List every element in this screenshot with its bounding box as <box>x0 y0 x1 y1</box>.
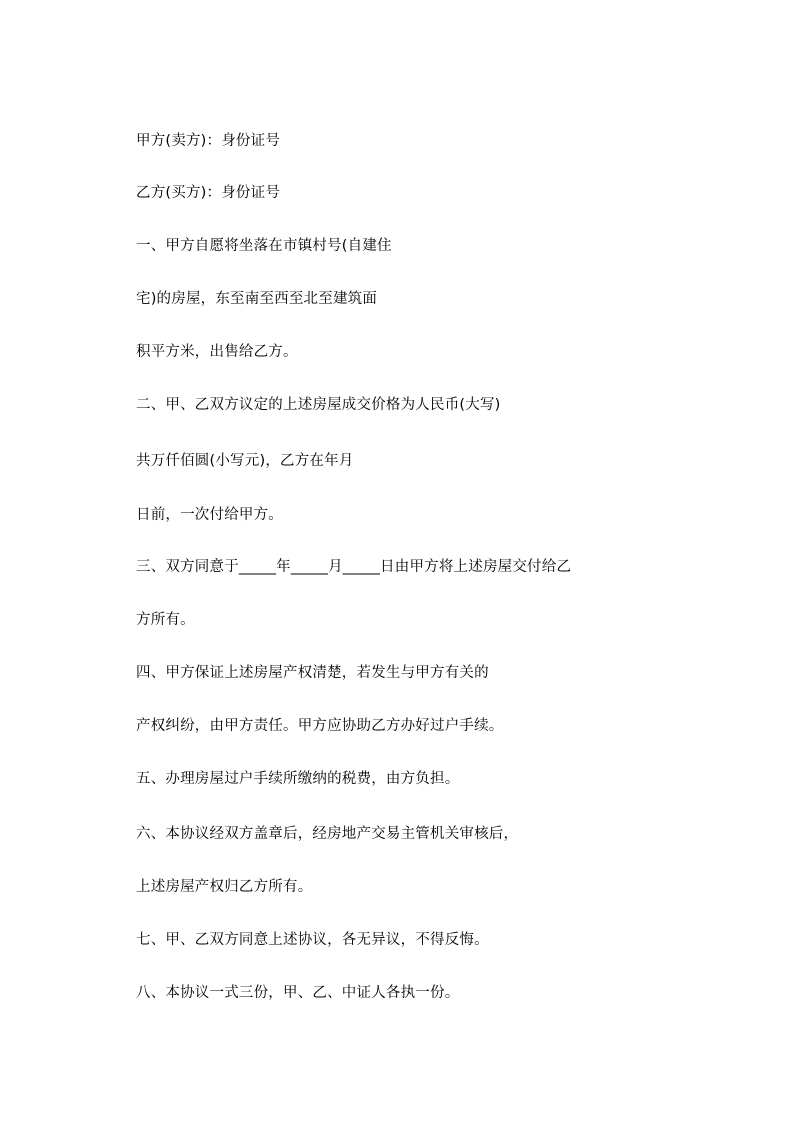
clause-6-line-1: 六、本协议经双方盖章后，经房地产交易主管机关审核后， <box>136 826 519 842</box>
clause-2-line-1: 二、甲、乙双方议定的上述房屋成交价格为人民币(大写) <box>136 397 501 413</box>
clause-4-line-2: 产权纠纷，由甲方责任。甲方应协助乙方办好过户手续。 <box>136 718 504 734</box>
clause-7-line-1: 七、甲、乙双方同意上述协议，各无异议，不得反悔。 <box>136 932 489 948</box>
clause-2-line-3: 日前，一次付给甲方。 <box>136 507 283 523</box>
buyer-id-line: 乙方(买方)：身份证号 <box>136 185 281 201</box>
clause-6-line-2: 上述房屋产权归乙方所有。 <box>136 879 313 895</box>
clause-1-line-3: 积平方米，出售给乙方。 <box>136 344 298 360</box>
clause-1-line-2: 宅)的房屋，东至南至西至北至建筑面 <box>136 291 378 307</box>
clause-5-line-1: 五、办理房屋过户手续所缴纳的税费，由方负担。 <box>136 771 460 787</box>
seller-id-line: 甲方(卖方)：身份证号 <box>136 133 281 149</box>
clause-3-line-2: 方所有。 <box>136 612 195 628</box>
clause-4-line-1: 四、甲方保证上述房屋产权清楚，若发生与甲方有关的 <box>136 665 489 681</box>
clause-3-line-1: 三、双方同意于_____年_____月_____日由甲方将上述房屋交付给乙 <box>136 559 572 575</box>
clause-8-line-1: 八、本协议一式三份，甲、乙、中证人各执一份。 <box>136 985 460 1001</box>
clause-2-line-2: 共万仟佰圆(小写元)，乙方在年月 <box>136 453 354 469</box>
clause-1-line-1: 一、甲方自愿将坐落在市镇村号(自建住 <box>136 238 392 254</box>
